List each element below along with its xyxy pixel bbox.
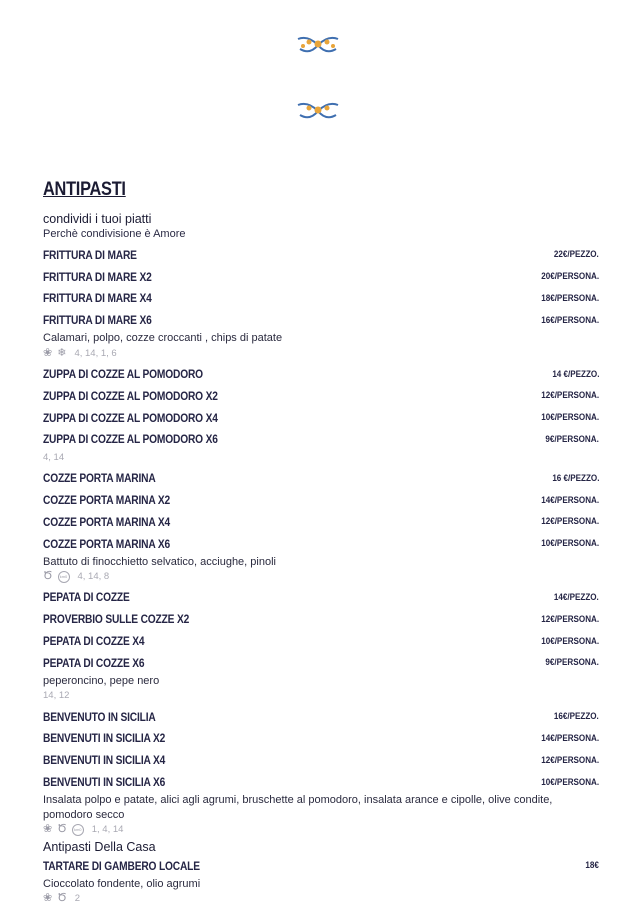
km0-badge-icon: km0 [72, 824, 84, 836]
allergen-codes: 1, 4, 14 [91, 824, 124, 836]
dish-row [43, 652, 599, 674]
km0-badge-icon: km0 [58, 571, 70, 583]
dish-row [43, 771, 599, 793]
dish-row [43, 706, 599, 728]
dish-price: 16€/PERSONA. [541, 314, 599, 326]
dish-row [43, 749, 599, 771]
dish-name: TARTARE DI GAMBERO LOCALE [43, 858, 200, 873]
dish-row [43, 363, 599, 385]
dish-description: Calamari, polpo, cozze croccanti , chips di patate [43, 332, 283, 345]
dish-price: 12€/PERSONA. [541, 613, 599, 625]
dish-price: 12€/PERSONA. [541, 390, 599, 402]
medal-icon: Ծ [57, 823, 67, 836]
dish-row [43, 630, 599, 652]
allergen-info [43, 689, 599, 703]
dish-row [43, 608, 599, 630]
allergen-info [43, 450, 599, 464]
allergen-codes: 14, 12 [43, 690, 70, 702]
dish-group [43, 587, 599, 703]
house-description: Cioccolato fondente, olio agrumi [43, 877, 201, 890]
dish-row [43, 489, 599, 511]
dish-name: COZZE PORTA MARINA [43, 471, 156, 486]
dish-price: 14€/PERSONA. [541, 494, 599, 506]
dish-row [43, 309, 599, 331]
dish-price: 14€/PERSONA. [541, 732, 599, 744]
shrimp-icon: ❀ [43, 823, 53, 836]
sub-description: Perchè condivisione è Amore [43, 228, 186, 240]
logo-bottom-ornament [298, 104, 338, 117]
dish-price: 10€/PERSONA. [541, 635, 599, 647]
dish-description: peperoncino, pepe nero [43, 674, 160, 687]
dish-price: 16 €/PEZZO. [551, 472, 599, 484]
dish-name: BENVENUTI IN SICILIA X2 [43, 731, 166, 746]
dish-group [43, 244, 599, 360]
dish-price: 9€/PERSONA. [545, 657, 599, 669]
dish-name: BENVENUTI IN SICILIA X6 [43, 775, 166, 790]
dish-name: FRITTURA DI MARE [43, 247, 137, 262]
dish-price: 18€/PERSONA. [541, 292, 599, 304]
dish-row [43, 728, 599, 750]
dish-price: 16€/PEZZO. [554, 711, 599, 723]
dish-name: ZUPPA DI COZZE AL POMODORO X2 [43, 388, 218, 403]
sub-heading: condividi i tuoi piatti [43, 212, 152, 226]
dish-row [43, 533, 599, 555]
dish-price: 12€/PERSONA. [541, 516, 599, 528]
dish-price: 20€/PERSONA. [541, 271, 599, 283]
dish-name: PEPATA DI COZZE [43, 590, 130, 605]
dish-price: 14 €/PEZZO. [551, 368, 599, 380]
dish-description: Battuto di finocchietto selvatico, acciughe, pinoli [43, 555, 276, 568]
dish-price: 9€/PERSONA. [545, 433, 599, 445]
dish-price: 12€/PERSONA. [541, 754, 599, 766]
snowflake-icon: ❄ [57, 346, 67, 359]
dish-price: 10€/PERSONA. [541, 776, 599, 788]
allergen-codes: 4, 14, 1, 6 [74, 347, 117, 359]
dish-name: BENVENUTI IN SICILIA X4 [43, 753, 166, 768]
dish-description: Insalata polpo e patate, alici agli agrumi, bruschette al pomodoro, insalata arance e cipolle, olive condite, pomodoro secco [43, 793, 553, 821]
dish-group [43, 363, 599, 464]
dish-name: PEPATA DI COZZE X6 [43, 655, 145, 670]
dish-groups [43, 244, 599, 837]
house-heading: Antipasti Della Casa [43, 839, 156, 854]
dish-name: ZUPPA DI COZZE AL POMODORO [43, 367, 203, 382]
medal-icon: Ծ [43, 570, 53, 583]
dish-row [43, 511, 599, 533]
dish-price: 10€/PERSONA. [541, 538, 599, 550]
dish-price: 22€/PEZZO. [554, 249, 599, 261]
dish-row [43, 266, 599, 288]
allergen-info [43, 823, 599, 837]
dish-row [43, 244, 599, 266]
shrimp-icon: ❀ [43, 346, 53, 359]
allergen-info [43, 346, 599, 360]
allergen-codes: 4, 14 [43, 451, 65, 463]
dish-price: 18€ [585, 860, 599, 872]
allergen-codes: 4, 14, 8 [77, 571, 110, 583]
house-section [43, 840, 599, 906]
dish-row [43, 429, 599, 451]
dish-price: 10€/PERSONA. [541, 412, 599, 424]
dish-row [43, 288, 599, 310]
dish-name: COZZE PORTA MARINA X6 [43, 536, 170, 551]
dish-name: FRITTURA DI MARE X6 [43, 313, 152, 328]
dish-name: COZZE PORTA MARINA X4 [43, 514, 170, 529]
section-title: ANTIPASTI [43, 179, 126, 200]
dish-row [43, 587, 599, 609]
dish-name: COZZE PORTA MARINA X2 [43, 493, 170, 508]
dish-name: PEPATA DI COZZE X4 [43, 634, 145, 649]
dish-name: PROVERBIO SULLE COZZE X2 [43, 612, 190, 627]
dish-group [43, 467, 599, 583]
house-items [43, 855, 599, 877]
dish-group [43, 706, 599, 837]
shrimp-icon: ❀ [43, 892, 53, 905]
dish-name: BENVENUTO IN SICILIA [43, 709, 156, 724]
dish-row [43, 467, 599, 489]
dish-row [43, 407, 599, 429]
dish-name: FRITTURA DI MARE X2 [43, 269, 152, 284]
dish-name: ZUPPA DI COZZE AL POMODORO X6 [43, 432, 218, 447]
dish-name: FRITTURA DI MARE X4 [43, 291, 152, 306]
logo-top-ornament [298, 38, 338, 51]
house-allergens [43, 892, 599, 906]
dish-price: 14€/PEZZO. [554, 591, 599, 603]
allergen-codes: 2 [74, 893, 81, 905]
dish-name: ZUPPA DI COZZE AL POMODORO X4 [43, 410, 218, 425]
menu-content [43, 178, 599, 909]
allergen-info [43, 570, 599, 584]
medal-icon: Ծ [57, 892, 67, 905]
dish-row [43, 855, 599, 877]
dish-row [43, 385, 599, 407]
restaurant-logo [290, 33, 346, 121]
